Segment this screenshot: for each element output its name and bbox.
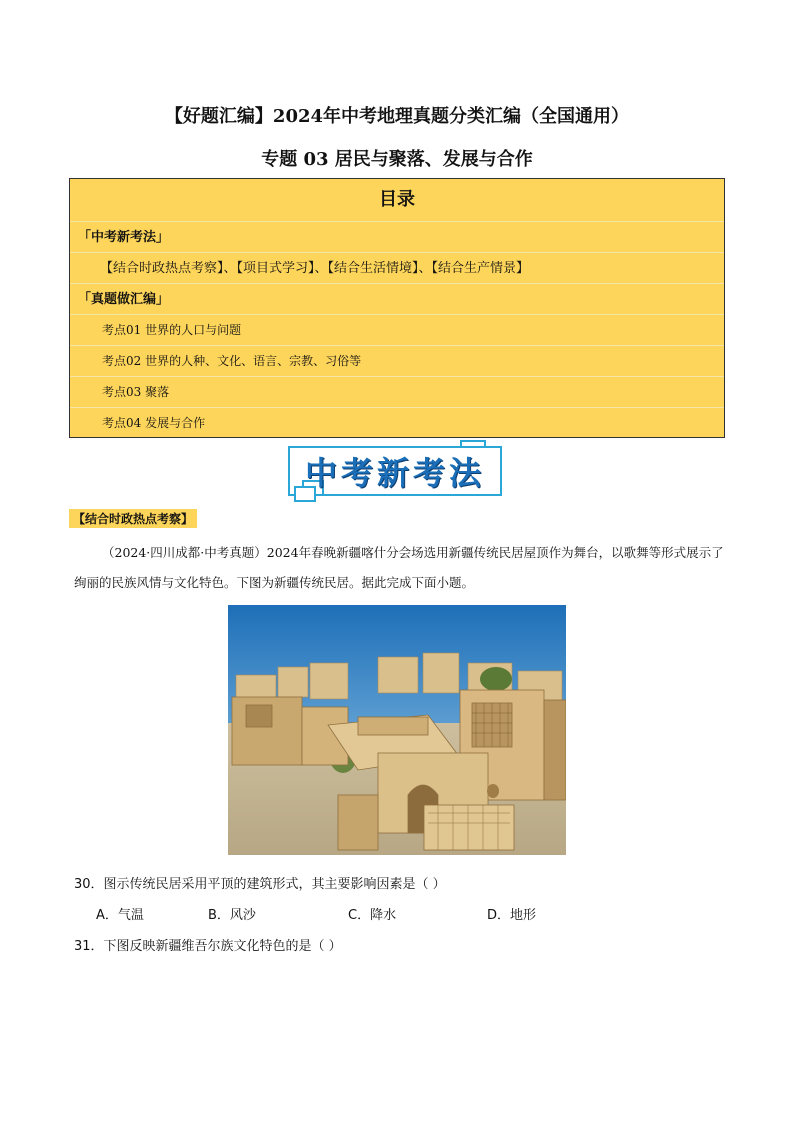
document-subtitle: 专题 03 居民与聚落、发展与合作 — [261, 149, 533, 170]
category-tag: 【结合时政热点考察】 — [69, 509, 197, 528]
toc-point-4[interactable]: 考点04 发展与合作 — [70, 407, 724, 438]
section-banner — [288, 440, 504, 498]
question-30: 30．图示传统民居采用平顶的建筑形式，其主要影响因素是（ ） — [74, 877, 446, 892]
toc-point-2[interactable]: 考点02 世界的人种、文化、语言、宗教、习俗等 — [70, 345, 724, 376]
q30-option-d[interactable]: D．地形 — [487, 908, 537, 923]
toc-point-1[interactable]: 考点01 世界的人口与问题 — [70, 314, 724, 345]
question-31: 31．下图反映新疆维吾尔族文化特色的是（ ） — [74, 939, 342, 954]
document-title: 【好题汇编】2024年中考地理真题分类汇编（全国通用） — [164, 106, 630, 127]
toc-section-new-methods[interactable]: 「中考新考法」 — [70, 221, 724, 252]
xinjiang-dwelling-photo — [228, 605, 566, 855]
question-intro: （2024·四川成都·中考真题）2024年春晚新疆喀什分会场选用新疆传统民居屋顶作为舞台，以歌舞等形式展示了绚丽的民族风情与文化特色。下图为新疆传统民居。据此完成下面小题。 — [74, 545, 724, 590]
table-of-contents — [69, 178, 725, 438]
toc-section-real-exams[interactable]: 「真题做汇编」 — [70, 283, 724, 314]
q30-option-b[interactable]: B．风沙 — [208, 908, 256, 923]
q30-option-c[interactable]: C．降水 — [348, 908, 397, 923]
toc-section-new-methods-items[interactable]: 【结合时政热点考察】、【项目式学习】、【结合生活情境】、【结合生产情景】 — [70, 252, 724, 283]
banner-text: 中考新考法 — [304, 454, 485, 492]
toc-point-3[interactable]: 考点03 聚落 — [70, 376, 724, 407]
q30-option-a[interactable]: A．气温 — [96, 908, 144, 923]
toc-heading: 目录 — [379, 189, 415, 210]
